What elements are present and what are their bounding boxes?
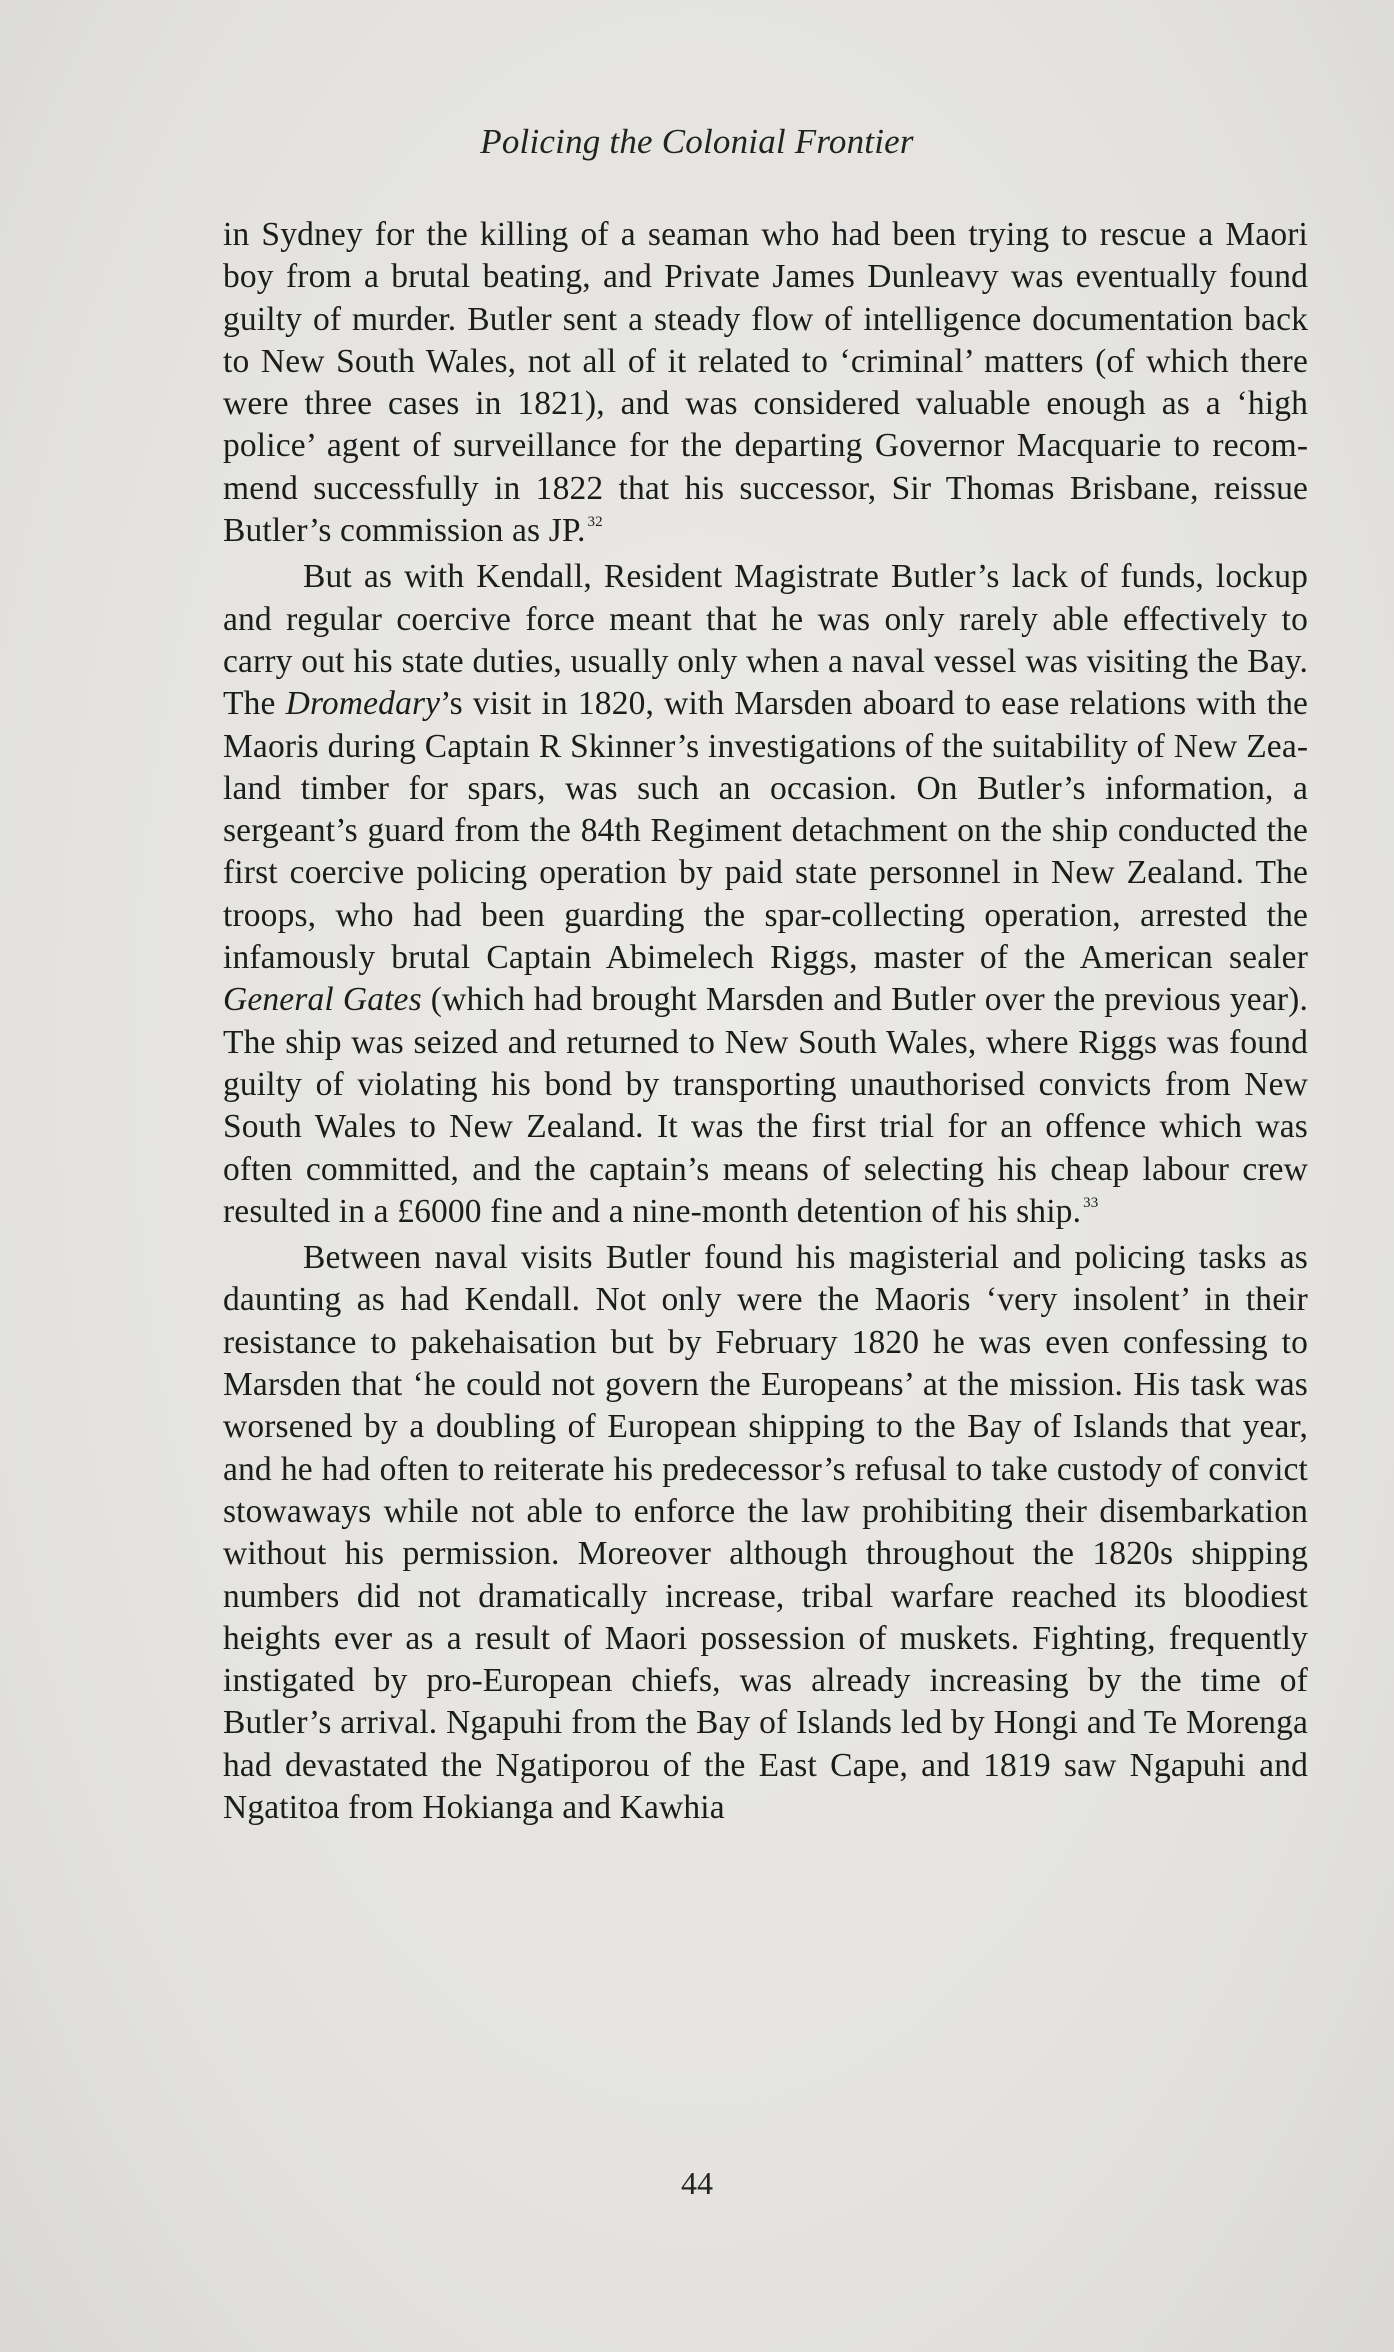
paragraph-3 [223, 1237, 1308, 1829]
running-head: Policing the Colonial Frontier [480, 122, 914, 161]
text-run: in Sydney for the killing of a seaman who had been trying to rescue a Maori boy from a brutal beating, and Private James Dunleavy was eventually found guilty of murder. Butler sent a steady flow of intelligence documentation back to New South Wales, not all of it related to ‘criminal’ matters (of which there were three cases in 1821), and was considered valuable enough as a ‘high police’ agent of surveillance for the departing Governor Macquarie to recommend successfully in 1822 that his successor, Sir Thomas Brisbane, reissue Butler’s commission as JP. [223, 216, 1308, 550]
text-run: ’s visit in 1820, with Marsden aboard to ease relations with the Maoris during Captain R Skinner’s investigations of the suitability of New Zealand timber for spars, was such an occasion. On Butler’s information, a sergeant’s guard from the 84th Regiment detachment on the ship conducted the first coercive policing operation by paid state personnel in New Zealand. The troops, who had been guarding the spar-collecting operation, arrested the infamously brutal Captain Abimelech Riggs, master of the American sealer [223, 685, 1308, 977]
paragraph-1 [223, 214, 1308, 552]
italic-title: General Gates [223, 981, 422, 1019]
body-text [223, 214, 1308, 1829]
text-run: But as with Kendall, Resident Magistrate Butler’s lack of funds, lockup and regular coercive force meant that he was only rarely able effectively to carry out his state duties, usually only when a naval vessel was visiting the Bay. The [223, 558, 1308, 723]
paragraph-2 [223, 556, 1308, 1233]
italic-title: Dromedary [285, 685, 441, 723]
page-number: 44 [681, 2165, 713, 2201]
footnote-ref: 33 [1083, 1194, 1099, 1211]
text-run: Between naval visits Butler found his magisterial and policing tasks as daunting as had Kendall. Not only were the Maoris ‘very insolent’ in their resistance to pakehaisation but by February 1820 he was even confessing to Marsden that ‘he could not govern the Europeans’ at the mission. His task was worsened by a doubling of European shipping to the Bay of Islands that year, and he had often to reiterate his predecessor’s refusal to take custody of convict stowaways while not able to enforce the law prohibiting their disembarkation without his permission. Moreover although throughout the 1820s shipping numbers did not dramatically increase, tribal warfare reached its bloodiest heights ever as a result of Maori possession of muskets. Fighting, frequently instigated by pro-European chiefs, was already increasing by the time of Butler’s arrival. Ngapuhi from the Bay of Islands led by Hongi and Te Morenga had devastated the Ngatiporou of the East Cape, and 1819 saw Ngapuhi and Ngatitoa from Hokianga and Kawhia [223, 1239, 1308, 1826]
footnote-ref: 32 [587, 514, 603, 531]
text-run: (which had brought Marsden and Butler over the previous year). The ship was seized and returned to New South Wales, where Riggs was found guilty of violating his bond by transporting unauthorised convicts from New South Wales to New Zealand. It was the first trial for an offence which was often committed, and the captain’s means of selecting his cheap labour crew resulted in a £6000 fine and a nine-month detention of his ship. [223, 981, 1308, 1230]
